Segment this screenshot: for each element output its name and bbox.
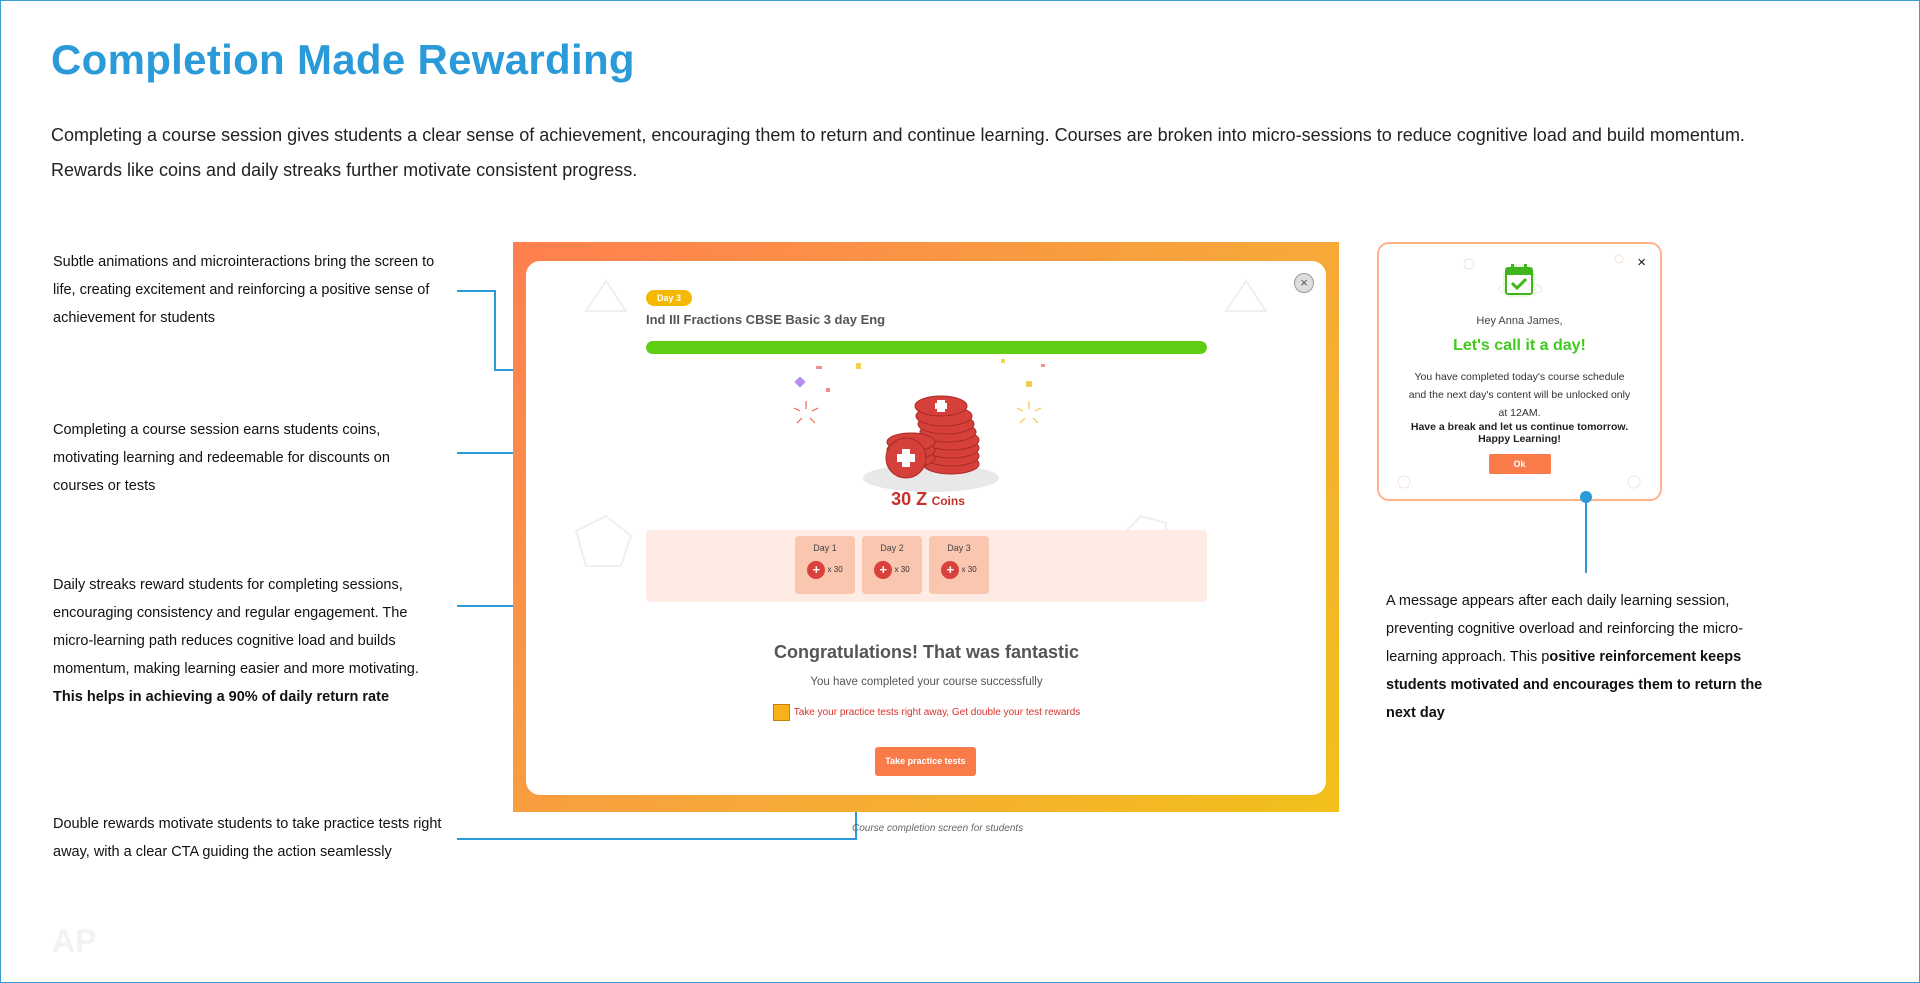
completion-card: [526, 261, 1326, 795]
annotation-streaks: [53, 571, 433, 711]
end-of-day-popup: [1377, 242, 1662, 501]
course-completion-mockup: [513, 242, 1339, 812]
close-icon[interactable]: ×: [1294, 273, 1314, 293]
close-icon[interactable]: ×: [1637, 254, 1646, 271]
completed-text: You have completed your course successfully: [810, 676, 1043, 688]
annotation-message-bold: ositive reinforcement keeps students motivated and encourages them to return the next day: [1386, 649, 1763, 721]
connector-line: [1585, 497, 1587, 573]
streak-day-1: [795, 536, 855, 594]
streak-reward-value: x 30: [894, 565, 910, 575]
daily-streak-panel: [646, 530, 1207, 602]
annotation-message-text: A message appears after each daily learning session, preventing cognitive overload and reinforcing the micro-learning approach. This p: [1386, 593, 1744, 665]
day-badge: Day 3: [646, 290, 692, 306]
coins-earned: [818, 489, 1038, 510]
connector-line: [457, 290, 495, 292]
calendar-check-icon: [1503, 263, 1535, 297]
coins-unit: Coins: [931, 494, 965, 508]
annotation-coins: Completing a course session earns students coins, motivating learning and redeemable for discounts on courses or tests: [53, 422, 390, 494]
streak-reward: [929, 561, 989, 579]
bg-pentagon: [576, 516, 631, 566]
bg-triangle: [1226, 281, 1266, 311]
connector-line: [494, 290, 496, 370]
streak-day-label: Day 2: [880, 543, 904, 553]
practice-rewards-note: [646, 704, 1207, 721]
intro-text: [51, 118, 1891, 188]
coin-icon: [874, 561, 892, 579]
intro-line-2: Rewards like coins and daily streaks further motivate consistent progress.: [51, 160, 638, 180]
annotation-animations: Subtle animations and microinteractions bring the screen to life, creating excitement and reinforcing a positive sense of achievement for students: [53, 254, 435, 326]
practice-note-text: Take your practice tests right away, Get double your test rewards: [793, 707, 1081, 719]
coin-stack-icon: [856, 386, 1006, 496]
streak-day-3: [929, 536, 989, 594]
streak-reward-value: x 30: [827, 565, 843, 575]
bg-triangle: [586, 281, 626, 311]
course-name: Ind III Fractions CBSE Basic 3 day Eng: [646, 312, 886, 327]
annotation-streaks-bold: This helps in achieving a 90% of daily return rate: [53, 689, 390, 705]
coin-icon: [807, 561, 825, 579]
course-progress-bar: [646, 341, 1207, 354]
annotation-streaks-text: Daily streaks reward students for completing sessions, encouraging consistency and regular engagement. The micro-learning path reduces cognitive load and builds momentum, making learning easier and more motivating.: [53, 577, 419, 677]
streak-day-label: Day 3: [947, 543, 971, 553]
page-title: Completion Made Rewarding: [51, 36, 635, 83]
streak-reward: [862, 561, 922, 579]
coin-icon: [941, 561, 959, 579]
streak-day-2: [862, 536, 922, 594]
mockup-caption: Course completion screen for students: [852, 823, 1024, 834]
connector-line: [457, 838, 856, 840]
popup-body-bold: Have a break and let us continue tomorrow. Happy Learning!: [1410, 421, 1629, 445]
intro-line-1: Completing a course session gives students a clear sense of achievement, encouraging them to return and continue learning. Courses are broken into micro-sessions to reduce cognitive load and build momentum.: [51, 125, 1745, 145]
annotation-double-rewards: Double rewards motivate students to take practice tests right away, with a clear CTA guiding the action seamlessly: [53, 816, 442, 860]
popup-greeting: Hey Anna James,: [1476, 315, 1563, 327]
streak-reward: [795, 561, 855, 579]
gift-icon: [773, 704, 790, 721]
popup-title: Let's call it a day!: [1453, 337, 1586, 354]
popup-body: You have completed today's course schedule and the next day's content will be unlocked only at 12AM.: [1408, 371, 1631, 419]
logo-watermark: AP: [52, 923, 97, 959]
course-progress-fill: [646, 341, 1207, 354]
annotation-daily-message: [1386, 587, 1766, 727]
congrats-title: Congratulations! That was fantastic: [773, 642, 1080, 662]
streak-reward-value: x 30: [961, 565, 977, 575]
streak-day-label: Day 1: [813, 543, 837, 553]
coins-amount: 30 Z: [891, 489, 928, 509]
ok-button[interactable]: Ok: [1489, 454, 1551, 474]
take-practice-tests-button[interactable]: Take practice tests: [875, 747, 976, 776]
